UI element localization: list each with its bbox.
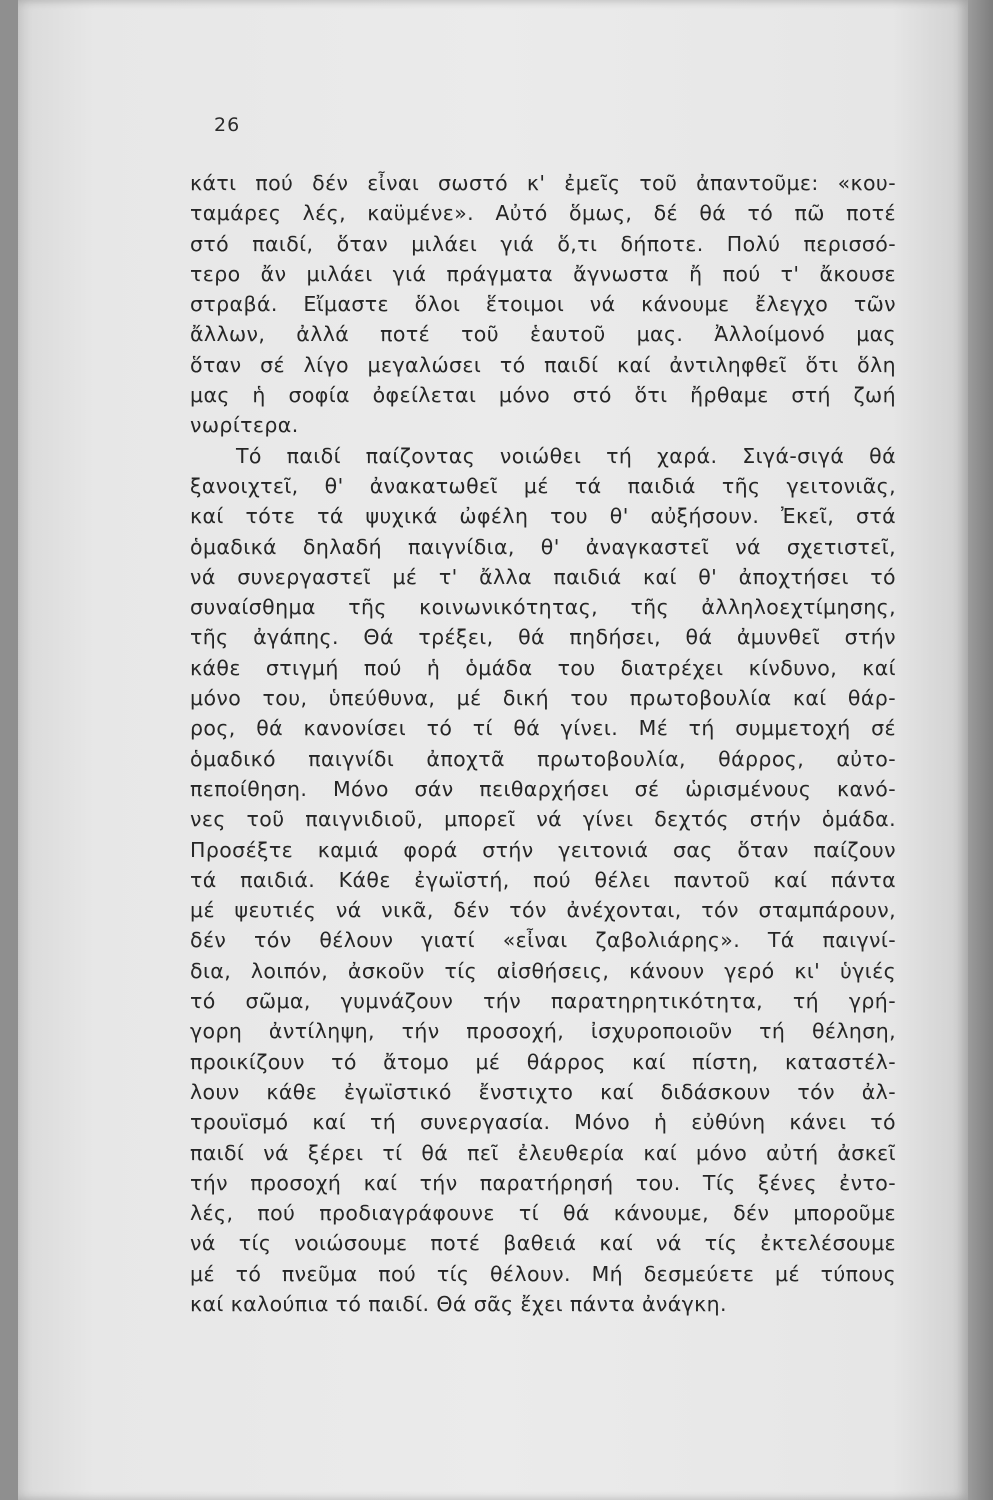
text-line: ξανοιχτεῖ, θ' ἀνακατωθεῖ μέ τά παιδιά τῆς γειτονιᾶς, (190, 473, 896, 498)
text-line: μας ἡ σοφία ὀφείλεται μόνο στό ὅτι ἤρθαμε στή ζωή (190, 383, 896, 408)
scan-edge (968, 0, 993, 1500)
text-line: πεποίθηση. Μόνο σάν πειθαρχήσει σέ ὡρισμένους κανό- (190, 776, 896, 801)
text-line: νωρίτερα. (190, 413, 299, 438)
text-line: ὅταν σέ λίγο μεγαλώσει τό παιδί καί ἀντιληφθεῖ ὅτι ὅλη (190, 352, 896, 377)
text-line: νες τοῦ παιγνιδιοῦ, μπορεῖ νά γίνει δεχτός στήν ὁμάδα. (190, 807, 896, 832)
text-line: μόνο του, ὑπεύθυνα, μέ δική του πρωτοβουλία καί θάρ- (190, 686, 896, 711)
text-line: μέ τό πνεῦμα πού τίς θέλουν. Μή δεσμεύετε μέ τύπους (190, 1261, 896, 1286)
text-line: Τό παιδί παίζοντας νοιώθει τή χαρά. Σιγά-σιγά θά (236, 443, 896, 468)
text-line: Προσέξτε καμιά φορά στήν γειτονιά σας ὅταν παίζουν (190, 837, 896, 862)
text-line: μέ ψευτιές νά νικᾶ, δέν τόν ἀνέχονται, τόν σταμπάρουν, (190, 898, 896, 923)
text-line: τρουϊσμό καί τή συνεργασία. Μόνο ἡ εὐθύνη κάνει τό (190, 1110, 896, 1135)
text-line: ταμάρες λές, καϋμένε». Αὐτό ὅμως, δέ θά τό πῶ ποτέ (190, 201, 896, 226)
book-page (18, 0, 968, 1500)
text-line: καί καλούπια τό παιδί. Θά σᾶς ἔχει πάντα ἀνάγκη. (190, 1291, 727, 1316)
text-line: τά παιδιά. Κάθε ἐγωϊστή, πού θέλει παντοῦ καί πάντα (190, 867, 896, 892)
text-line: στραβά. Εἴμαστε ὅλοι ἕτοιμοι νά κάνουμε ἔλεγχο τῶν (190, 292, 896, 317)
text-line: ἄλλων, ἀλλά ποτέ τοῦ ἑαυτοῦ μας. Ἀλλοίμονό μας (190, 322, 896, 347)
text-line: κάτι πού δέν εἶναι σωστό κ' ἐμεῖς τοῦ ἀπαντοῦμε: «κου- (190, 171, 896, 195)
text-line: τήν προσοχή καί τήν παρατήρησή του. Τίς ξένες ἐντο- (190, 1170, 896, 1195)
text-line: δια, λοιπόν, ἀσκοῦν τίς αἰσθήσεις, κάνουν γερό κι' ὑγιές (190, 958, 896, 983)
text-line: καί τότε τά ψυχικά ὠφέλη του θ' αὐξήσουν. Ἐκεῖ, στά (190, 504, 896, 529)
text-line: ὁμαδικό παιγνίδι ἀποχτᾶ πρωτοβουλία, θάρρος, αὐτο- (190, 746, 896, 771)
text-line: δέν τόν θέλουν γιατί «εἶναι ζαβολιάρης». Τά παιγνί- (190, 928, 896, 953)
text-line: τερο ἄν μιλάει γιά πράγματα ἄγνωστα ἤ πού τ' ἄκουσε (190, 261, 896, 286)
text-line: νά συνεργαστεῖ μέ τ' ἄλλα παιδιά καί θ' ἀποχτήσει τό (190, 564, 896, 589)
text-line: ὁμαδικά δηλαδή παιγνίδια, θ' ἀναγκαστεῖ νά σχετιστεῖ, (190, 534, 896, 559)
text-line: παιδί νά ξέρει τί θά πεῖ ἐλευθερία καί μόνο αὐτή ἀσκεῖ (190, 1140, 896, 1165)
text-line: τῆς ἀγάπης. Θά τρέξει, θά πηδήσει, θά ἀμυνθεῖ στήν (190, 625, 896, 650)
text-line: τό σῶμα, γυμνάζουν τήν παρατηρητικότητα, τή γρή- (190, 989, 896, 1014)
text-line: συναίσθημα τῆς κοινωνικότητας, τῆς ἀλληλοεχτίμησης, (190, 595, 896, 620)
text-line: λουν κάθε ἐγωϊστικό ἔνστιχτο καί διδάσκουν τόν ἀλ- (190, 1079, 896, 1104)
text-line: ρος, θά κανονίσει τό τί θά γίνει. Μέ τή συμμετοχή σέ (190, 716, 896, 741)
text-line: κάθε στιγμή πού ἡ ὁμάδα του διατρέχει κίνδυνο, καί (190, 655, 896, 680)
text-line: στό παιδί, ὅταν μιλάει γιά ὅ,τι δήποτε. Πολύ περισσό- (190, 231, 896, 256)
text-line: γορη ἀντίληψη, τήν προσοχή, ἰσχυροποιοῦν τή θέληση, (190, 1019, 896, 1044)
body-text (190, 168, 896, 1319)
page-number: 26 (214, 114, 241, 136)
text-line: λές, πού προδιαγράφουνε τί θά κάνουμε, δέν μποροῦμε (190, 1201, 896, 1226)
text-line: νά τίς νοιώσουμε ποτέ βαθειά καί νά τίς ἐκτελέσουμε (190, 1231, 896, 1256)
text-line: προικίζουν τό ἄτομο μέ θάρρος καί πίστη, καταστέλ- (190, 1049, 896, 1074)
